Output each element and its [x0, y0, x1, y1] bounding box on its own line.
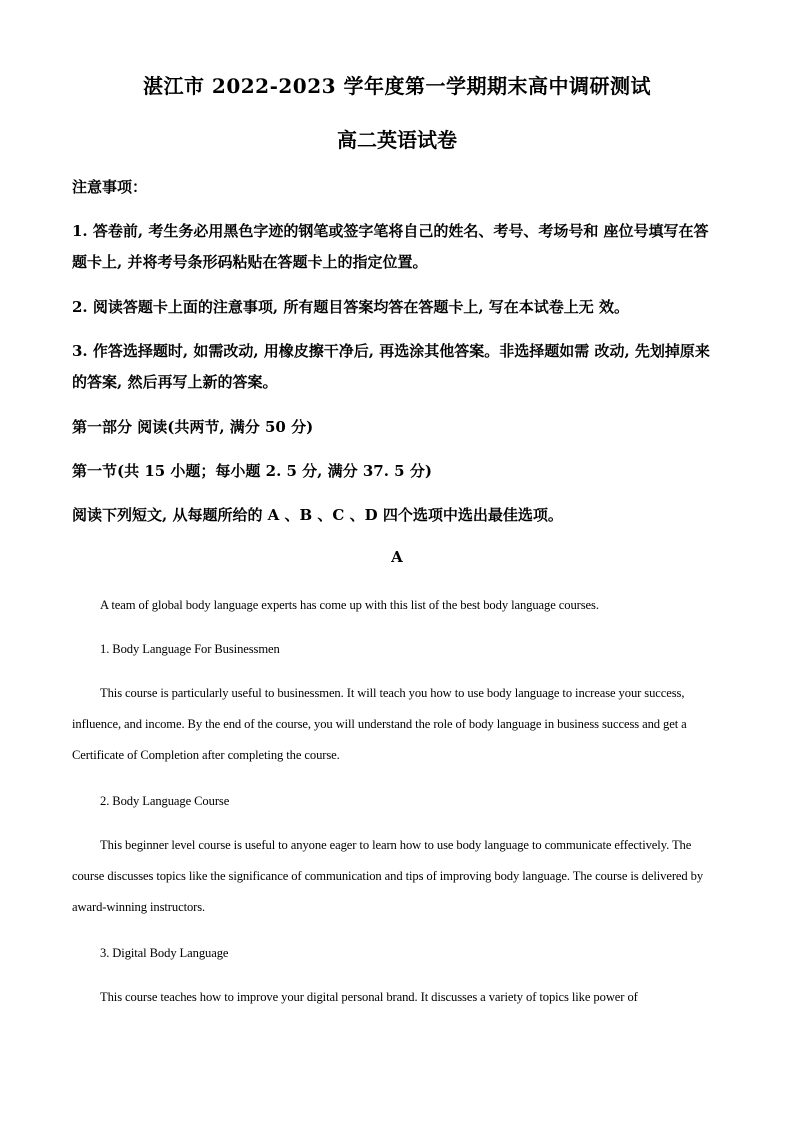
course-paragraph-1: This course is particularly useful to businessmen. It will teach you how to use body language to increase your success, influence, and income. By the end of the course, you will understand the role of body language in business success and get a Certificate of Completion after completing the course.	[72, 686, 687, 762]
passage-intro: A team of global body language experts has come up with this list of the best body language courses.	[100, 598, 599, 612]
course-heading-3: 3. Digital Body Language	[100, 946, 229, 960]
note-item-1: 1. 答卷前, 考生务必用黑色字迹的钢笔或签字笔将自己的姓名、考号、考场号和 座位号填写在答题卡上, 并将考号条形码粘贴在答题卡上的指定位置。	[72, 222, 709, 271]
course-paragraph-2: This beginner level course is useful to anyone eager to learn how to use body language to communicate effectively. The course discusses topics like the significance of communication and tips of improving body language. The course is delivered by award-winning instructors.	[72, 838, 704, 914]
notes-heading: 注意事项：	[72, 178, 148, 196]
note-item-2: 2. 阅读答题卡上面的注意事项, 所有题目答案均答在答题卡上, 写在本试卷上无 效。	[72, 298, 629, 316]
part-heading: 第一部分 阅读(共两节, 满分 50 分)	[72, 418, 314, 436]
course-paragraph-3: This course teaches how to improve your digital personal brand. It discusses a variety of topics like power of	[100, 990, 638, 1004]
course-heading-1: 1. Body Language For Businessmen	[100, 642, 280, 656]
exam-subtitle: 高二英语试卷	[337, 128, 457, 152]
note-item-3: 3. 作答选择题时, 如需改动, 用橡皮擦干净后, 再选涂其他答案。非选择题如需 改动, 先划掉原来的答案, 然后再写上新的答案。	[72, 342, 710, 391]
section-heading: 第一节(共 15 小题；每小题 2. 5 分, 满分 37. 5 分)	[72, 462, 432, 480]
reading-instruction: 阅读下列短文, 从每题所给的 A 、B 、C 、D 四个选项中选出最佳选项。	[72, 506, 563, 524]
course-heading-2: 2. Body Language Course	[100, 794, 230, 808]
passage-label: A	[391, 548, 403, 566]
exam-title: 湛江市 2022-2023 学年度第一学期期末高中调研测试	[142, 74, 652, 98]
